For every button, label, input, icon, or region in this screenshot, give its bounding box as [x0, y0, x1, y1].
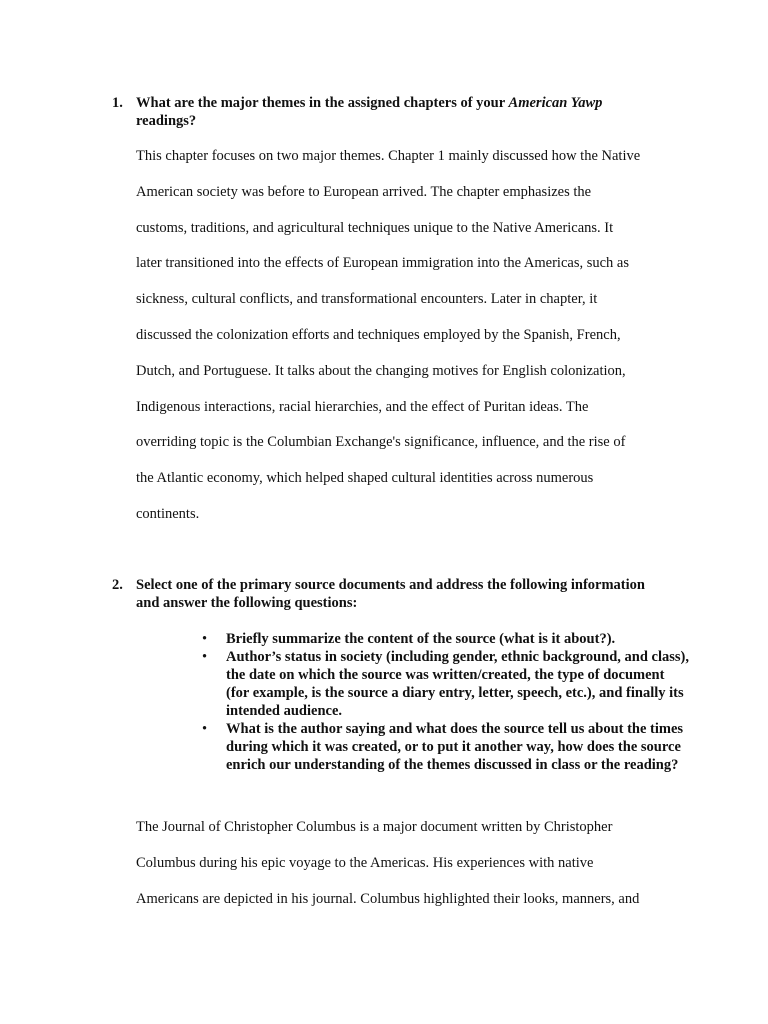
answer-1-line: continents.: [136, 505, 200, 522]
bullet-icon: •: [202, 721, 208, 737]
answer-1-line: This chapter focuses on two major themes. Chapter 1 mainly discussed how the Native: [136, 148, 641, 164]
bullet-item: [200, 648, 690, 720]
question-1-text: [136, 94, 656, 130]
answer-2-paragraph: [136, 810, 696, 917]
bullet-item: [200, 630, 690, 648]
answer-1-line: sickness, cultural conflicts, and transformational encounters. Later in chapter, it: [136, 291, 598, 308]
answer-1-line: Indigenous interactions, racial hierarchies, and the effect of Puritan ideas. The: [136, 398, 589, 415]
answer-1-line: overriding topic is the Columbian Exchange's significance, influence, and the rise of: [136, 434, 626, 451]
answer-2-line: Columbus during his epic voyage to the Americas. His experiences with native: [136, 854, 594, 871]
bullet-text: What is the author saying and what does the source tell us about the times during which it was created, or to put it another way, how does the source enrich our understanding of the themes discussed in class or the reading?: [226, 721, 684, 773]
answer-2-line: The Journal of Christopher Columbus is a major document written by Christopher: [136, 819, 613, 835]
answer-1-line: Dutch, and Portuguese. It talks about the changing motives for English colonization,: [136, 362, 626, 379]
question-1-number: 1.: [112, 95, 123, 111]
answer-1-line: American society was before to European arrived. The chapter emphasizes the: [136, 183, 592, 200]
answer-1-line: the Atlantic economy, which helped shaped cultural identities across numerous: [136, 470, 594, 487]
question-2-number: 2.: [112, 577, 123, 593]
bullet-text: Author’s status in society (including gender, ethnic background, and class), the date on which the source was written/created, the type of document (for example, is the source a diary entry, letter, speech, etc.), and finally its intended audience.: [226, 649, 689, 719]
bullet-text: Briefly summarize the content of the source (what is it about?).: [226, 631, 616, 647]
bullet-icon: •: [202, 631, 208, 647]
answer-2-line: Americans are depicted in his journal. Columbus highlighted their looks, manners, and: [136, 890, 640, 907]
bullet-item: [200, 720, 690, 774]
answer-1-line: discussed the colonization efforts and techniques employed by the Spanish, French,: [136, 326, 621, 343]
answer-1-line: customs, traditions, and agricultural techniques unique to the Native Americans. It: [136, 219, 614, 236]
question-2-text: Select one of the primary source documents and address the following information and answer the following questions:: [136, 577, 645, 611]
bullet-icon: •: [202, 649, 208, 665]
question-1-text-start: What are the major themes in the assigned chapters of your: [136, 95, 509, 111]
answer-1-paragraph: [136, 139, 696, 533]
question-1-italic-title: American Yawp: [508, 95, 603, 111]
question-1-text-end: readings?: [136, 113, 197, 129]
answer-1-line: later transitioned into the effects of European immigration into the Americas, such as: [136, 255, 629, 272]
question-2-bullet-list: [200, 630, 690, 774]
